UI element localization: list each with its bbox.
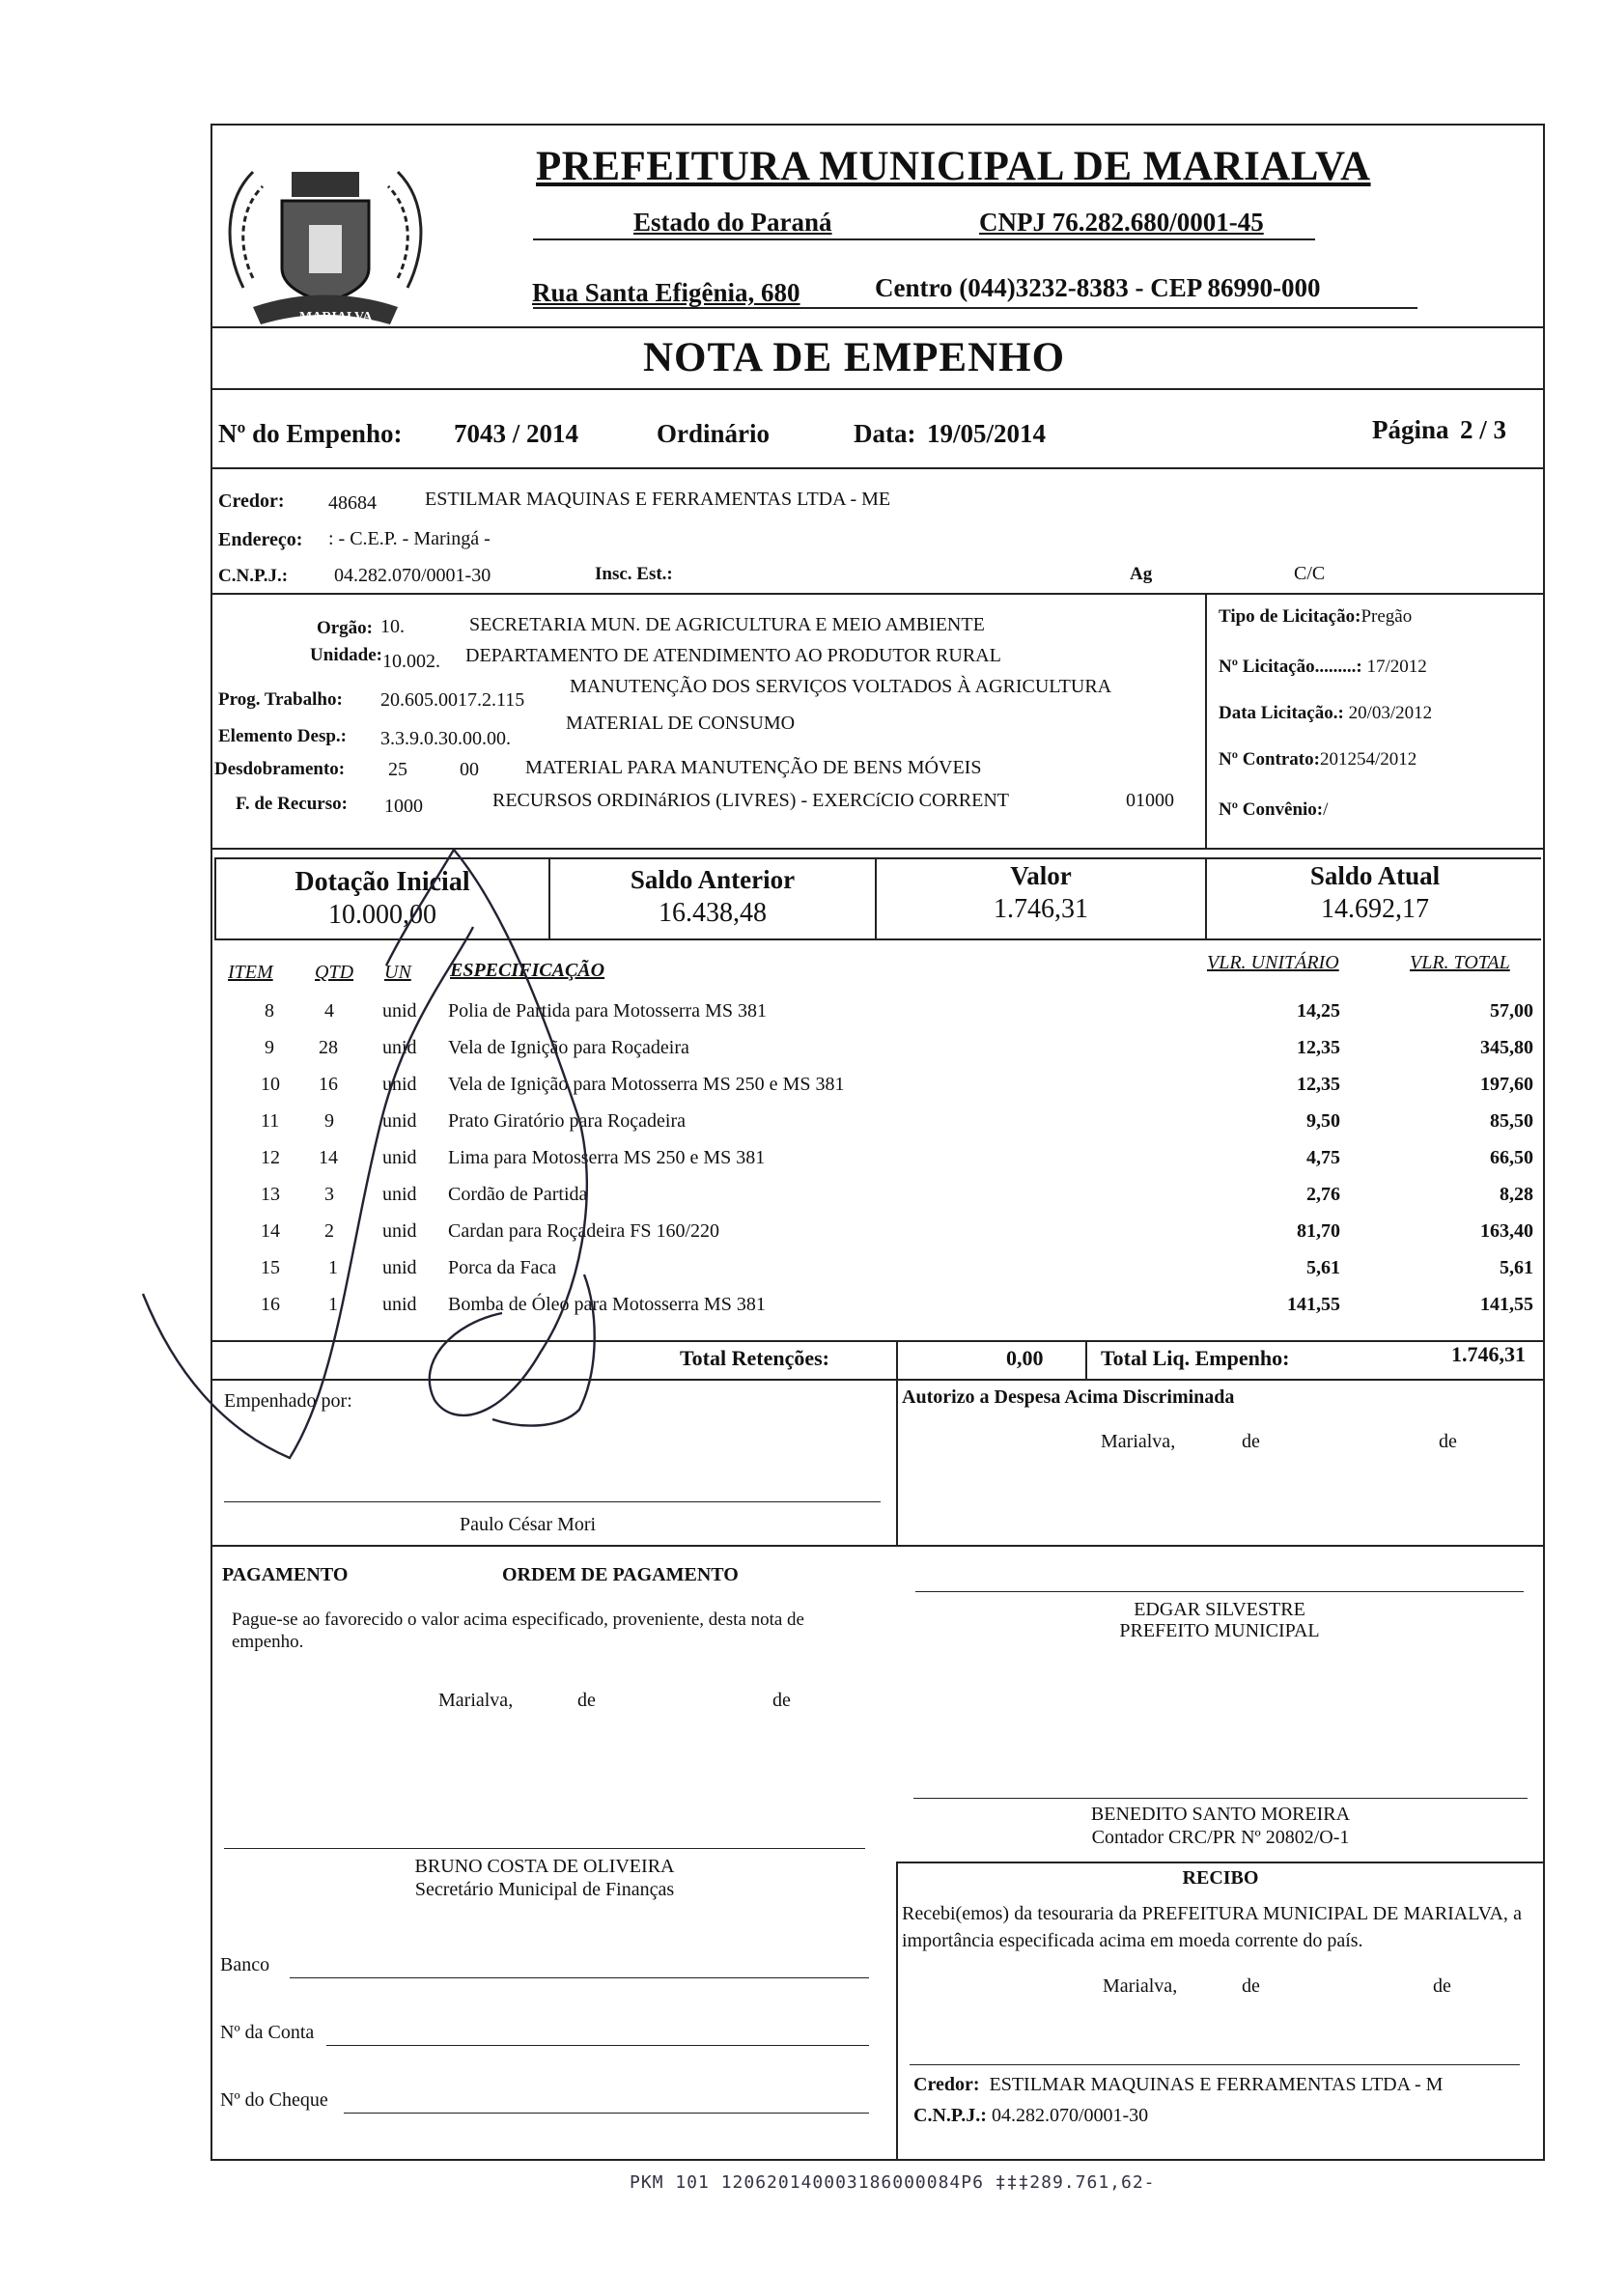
credor-label: Credor: xyxy=(218,490,285,512)
autorizo-de2: de xyxy=(1439,1431,1457,1452)
table-row xyxy=(210,1257,1545,1294)
item-unit-price: 5,61 xyxy=(1306,1257,1340,1278)
document-title: NOTA DE EMPENHO xyxy=(643,335,1066,380)
retencoes-value: 0,00 xyxy=(1006,1346,1044,1370)
cc-label: C/C xyxy=(1294,563,1326,584)
item-qtd: 9 xyxy=(324,1110,334,1132)
valor-value: 1.746,31 xyxy=(994,894,1088,924)
unidade-label: Unidade: xyxy=(310,645,382,665)
recibo-city: Marialva, xyxy=(1103,1975,1178,1997)
secretario-name: BRUNO COSTA DE OLIVEIRA xyxy=(414,1856,675,1877)
signature-line xyxy=(910,2064,1520,2065)
desdobramento-code2: 00 xyxy=(460,759,479,780)
total-liq-label: Total Liq. Empenho: xyxy=(1101,1346,1290,1370)
balances-col xyxy=(1205,857,1207,940)
table-row xyxy=(210,1147,1545,1184)
totals-col xyxy=(1085,1340,1087,1379)
seal-text: MARIALVA xyxy=(299,310,373,324)
dotacao-value: 10.000,00 xyxy=(328,900,436,930)
header-underline xyxy=(533,238,1315,240)
prefeito-role: PREFEITO MUNICIPAL xyxy=(1119,1620,1320,1641)
saldo-atual-value: 14.692,17 xyxy=(1321,894,1429,924)
empenho-date: 19/05/2014 xyxy=(927,419,1047,448)
num-convenio: Nº Convênio:/ xyxy=(1219,799,1329,820)
item-unit-price: 2,76 xyxy=(1306,1184,1340,1205)
insc-est-label: Insc. Est.: xyxy=(595,564,673,584)
endereco-label: Endereço: xyxy=(218,529,303,550)
divider xyxy=(210,467,1545,469)
item-unit-price: 4,75 xyxy=(1306,1147,1340,1168)
conta-field[interactable] xyxy=(326,2045,869,2046)
table-row xyxy=(210,1074,1545,1110)
recibo-de1: de xyxy=(1242,1975,1260,1997)
item-total: 85,50 xyxy=(1490,1110,1533,1132)
retencoes-label: Total Retenções: xyxy=(680,1346,829,1370)
item-total: 345,80 xyxy=(1480,1037,1533,1058)
item-unit-price: 9,50 xyxy=(1306,1110,1340,1132)
table-row xyxy=(210,1220,1545,1257)
item-total: 66,50 xyxy=(1490,1147,1533,1168)
item-qtd: 4 xyxy=(324,1000,334,1022)
divider xyxy=(210,593,1545,595)
divider xyxy=(210,326,1545,328)
item-unit: unid xyxy=(382,1000,417,1022)
signature-line xyxy=(913,1798,1528,1799)
table-row xyxy=(210,1110,1545,1147)
recibo-left xyxy=(896,1862,898,2161)
item-description: Vela de Ignição para Roçadeira xyxy=(448,1037,689,1058)
coat-of-arms-seal xyxy=(214,143,436,336)
table-row xyxy=(210,1000,1545,1037)
recurso-code: 1000 xyxy=(384,796,423,817)
autorizo-city: Marialva, xyxy=(1101,1431,1176,1452)
cheque-label: Nº do Cheque xyxy=(220,2089,328,2111)
item-number: 12 xyxy=(261,1147,280,1168)
item-unit: unid xyxy=(382,1147,417,1168)
empenhado-name: Paulo César Mori xyxy=(460,1514,597,1535)
pagamento-title: PAGAMENTO xyxy=(222,1564,349,1585)
item-description: Cardan para Roçadeira FS 160/220 xyxy=(448,1220,720,1242)
recurso-label: F. de Recurso: xyxy=(236,794,348,814)
item-number: 14 xyxy=(261,1220,280,1242)
recibo-cnpj: C.N.P.J.: 04.282.070/0001-30 xyxy=(913,2105,1149,2126)
item-unit-price: 12,35 xyxy=(1297,1037,1340,1058)
signature-line xyxy=(224,1501,881,1502)
prog-name: MANUTENÇÃO DOS SERVIÇOS VOLTADOS À AGRICULTURA xyxy=(570,676,1112,697)
item-unit-price: 141,55 xyxy=(1287,1294,1340,1315)
autorizo-text: Autorizo a Despesa Acima Discriminada xyxy=(902,1386,1235,1408)
contador-role: Contador CRC/PR Nº 20802/O-1 xyxy=(1091,1827,1350,1848)
banco-label: Banco xyxy=(220,1954,270,1975)
empenhado-label: Empenhado por: xyxy=(224,1390,352,1412)
cnpj-label: C.N.P.J.: xyxy=(218,566,289,586)
empenho-date-label: Data: xyxy=(854,419,916,448)
licitacao-divider xyxy=(1205,593,1207,848)
item-number: 10 xyxy=(261,1074,280,1095)
elemento-label: Elemento Desp.: xyxy=(218,726,347,746)
desdobramento-code1: 25 xyxy=(388,759,407,780)
state-name: Estado do Paraná xyxy=(633,208,832,237)
item-qtd: 3 xyxy=(324,1184,334,1205)
table-row xyxy=(210,1037,1545,1074)
credor-code: 48684 xyxy=(328,492,377,514)
saldo-anterior-label: Saldo Anterior xyxy=(630,865,796,894)
pagamento-de1: de xyxy=(577,1690,596,1711)
item-total: 141,55 xyxy=(1480,1294,1533,1315)
footer-code: PKM 101 120620140003186000084P6 ‡‡‡289.761,62- xyxy=(630,2172,1156,2193)
prefeito-name: EDGAR SILVESTRE xyxy=(1134,1599,1305,1620)
balances-col xyxy=(875,857,877,940)
col-vlr-total: VLR. TOTAL xyxy=(1410,952,1510,973)
item-unit: unid xyxy=(382,1074,417,1095)
item-description: Polia de Partida para Motosserra MS 381 xyxy=(448,1000,767,1022)
divider xyxy=(210,1379,1545,1381)
item-number: 16 xyxy=(261,1294,280,1315)
total-liq-value: 1.746,31 xyxy=(1451,1342,1526,1366)
unidade-name: DEPARTAMENTO DE ATENDIMENTO AO PRODUTOR RURAL xyxy=(465,645,1001,666)
header-underline-2 xyxy=(533,307,1417,309)
item-unit: unid xyxy=(382,1257,417,1278)
saldo-anterior-value: 16.438,48 xyxy=(659,898,767,928)
num-contrato: Nº Contrato:201254/2012 xyxy=(1219,749,1417,770)
elemento-name: MATERIAL DE CONSUMO xyxy=(566,713,796,734)
ordem-pagamento-title: ORDEM DE PAGAMENTO xyxy=(502,1564,739,1585)
totals-col xyxy=(896,1340,898,1379)
item-qtd: 2 xyxy=(324,1220,334,1242)
prog-code: 20.605.0017.2.115 xyxy=(380,689,525,711)
item-qtd: 28 xyxy=(319,1037,338,1058)
saldo-atual-label: Saldo Atual xyxy=(1309,861,1441,890)
item-description: Cordão de Partida xyxy=(448,1184,588,1205)
item-total: 57,00 xyxy=(1490,1000,1533,1022)
item-total: 163,40 xyxy=(1480,1220,1533,1242)
recurso-code2: 01000 xyxy=(1126,790,1174,811)
item-unit-price: 14,25 xyxy=(1297,1000,1340,1022)
item-description: Prato Giratório para Roçadeira xyxy=(448,1110,687,1132)
item-unit: unid xyxy=(382,1220,417,1242)
table-row xyxy=(210,1184,1545,1220)
item-number: 9 xyxy=(265,1037,274,1058)
num-licitacao: Nº Licitação.........: 17/2012 xyxy=(1219,657,1427,677)
valor-label: Valor xyxy=(1010,861,1072,890)
item-number: 13 xyxy=(261,1184,280,1205)
conta-label: Nº da Conta xyxy=(220,2022,315,2043)
dotacao-label: Dotação Inicial xyxy=(295,867,470,897)
item-unit: unid xyxy=(382,1294,417,1315)
divider xyxy=(210,848,1545,850)
pagamento-de2: de xyxy=(772,1690,791,1711)
data-licitacao: Data Licitação.: 20/03/2012 xyxy=(1219,703,1433,723)
recurso-name: RECURSOS ORDINáRIOS (LIVRES) - EXERCíCIO CORRENT xyxy=(492,790,1010,811)
autorizo-de1: de xyxy=(1242,1431,1260,1452)
elemento-code: 3.3.9.0.30.00.00. xyxy=(380,728,511,749)
contador-name: BENEDITO SANTO MOREIRA xyxy=(1090,1804,1351,1825)
item-total: 8,28 xyxy=(1500,1184,1533,1205)
recibo-title: RECIBO xyxy=(1182,1867,1259,1889)
item-description: Porca da Faca xyxy=(448,1257,557,1278)
ag-label: Ag xyxy=(1130,564,1153,584)
cheque-field[interactable] xyxy=(344,2113,869,2114)
orgao-code: 10. xyxy=(380,616,405,637)
col-un: UN xyxy=(384,962,411,983)
balances-bottom xyxy=(214,938,1541,940)
signature-line xyxy=(915,1591,1524,1592)
pague-se-text: Pague-se ao favorecido o valor acima especificado, proveniente, desta nota de empenho. xyxy=(232,1610,804,1652)
signature-line xyxy=(224,1848,865,1849)
item-unit-price: 81,70 xyxy=(1297,1220,1340,1242)
item-qtd: 1 xyxy=(328,1294,338,1315)
empenho-number-label: Nº do Empenho: xyxy=(218,419,403,448)
recibo-de2: de xyxy=(1433,1975,1451,1997)
item-qtd: 16 xyxy=(319,1074,338,1095)
section-col xyxy=(896,1379,898,1545)
col-qtd: QTD xyxy=(315,962,354,983)
credor-name: ESTILMAR MAQUINAS E FERRAMENTAS LTDA - ME xyxy=(425,489,891,510)
balances-top xyxy=(214,857,1541,859)
divider xyxy=(210,1340,1545,1342)
item-description: Bomba de Óleo para Motosserra MS 381 xyxy=(448,1294,766,1315)
orgao-name: SECRETARIA MUN. DE AGRICULTURA E MEIO AMBIENTE xyxy=(469,614,985,635)
item-qtd: 1 xyxy=(328,1257,338,1278)
item-number: 15 xyxy=(261,1257,280,1278)
header-district-phone: Centro (044)3232-8383 - CEP 86990-000 xyxy=(875,273,1321,302)
item-unit: unid xyxy=(382,1110,417,1132)
header-cnpj: CNPJ 76.282.680/0001-45 xyxy=(979,208,1264,237)
orgao-label: Orgão: xyxy=(316,618,373,638)
page-number: 2 / 3 xyxy=(1460,415,1507,444)
col-item: ITEM xyxy=(228,962,273,983)
tipo-licitacao: Tipo de Licitação:Pregão xyxy=(1219,606,1413,627)
item-unit: unid xyxy=(382,1037,417,1058)
credor-cnpj: 04.282.070/0001-30 xyxy=(334,565,491,586)
divider xyxy=(210,388,1545,390)
unidade-code: 10.002. xyxy=(382,651,440,672)
item-description: Lima para Motosserra MS 250 e MS 381 xyxy=(448,1147,766,1168)
item-unit: unid xyxy=(382,1184,417,1205)
pagamento-city: Marialva, xyxy=(438,1690,514,1711)
header-address: Rua Santa Efigênia, 680 xyxy=(532,278,800,307)
secretario-role: Secretário Municipal de Finanças xyxy=(414,1879,675,1900)
item-description: Vela de Ignição para Motosserra MS 250 e MS 381 xyxy=(448,1074,845,1095)
item-number: 8 xyxy=(265,1000,274,1022)
empenho-type: Ordinário xyxy=(657,419,771,448)
prefeitura-title: PREFEITURA MUNICIPAL DE MARIALVA xyxy=(536,144,1371,189)
empenho-number: 7043 / 2014 xyxy=(454,419,579,448)
balances-col xyxy=(548,857,550,940)
recibo-credor: Credor: ESTILMAR MAQUINAS E FERRAMENTAS LTDA - M xyxy=(913,2074,1444,2095)
balances-left xyxy=(214,857,216,940)
col-vlr-unitario: VLR. UNITÁRIO xyxy=(1207,952,1339,973)
item-number: 11 xyxy=(261,1110,280,1132)
recibo-top xyxy=(896,1862,1545,1863)
item-total: 5,61 xyxy=(1500,1257,1533,1278)
desdobramento-label: Desdobramento: xyxy=(214,759,346,779)
items-table xyxy=(210,1000,1545,1338)
credor-address: : - C.E.P. - Maringá - xyxy=(328,528,491,549)
item-unit-price: 12,35 xyxy=(1297,1074,1340,1095)
item-total: 197,60 xyxy=(1480,1074,1533,1095)
recibo-text: Recebi(emos) da tesouraria da PREFEITURA MUNICIPAL DE MARIALVA, a importância especificada acima em moeda corrente do país. xyxy=(902,1903,1522,1951)
col-especificacao: ESPECIFICAÇÃO xyxy=(450,960,605,981)
desdobramento-name: MATERIAL PARA MANUTENÇÃO DE BENS MÓVEIS xyxy=(525,757,982,778)
item-qtd: 14 xyxy=(319,1147,338,1168)
divider xyxy=(210,1545,1545,1547)
table-row xyxy=(210,1294,1545,1330)
prog-label: Prog. Trabalho: xyxy=(218,689,343,710)
page-label: Página xyxy=(1372,415,1449,444)
banco-field[interactable] xyxy=(290,1977,869,1978)
